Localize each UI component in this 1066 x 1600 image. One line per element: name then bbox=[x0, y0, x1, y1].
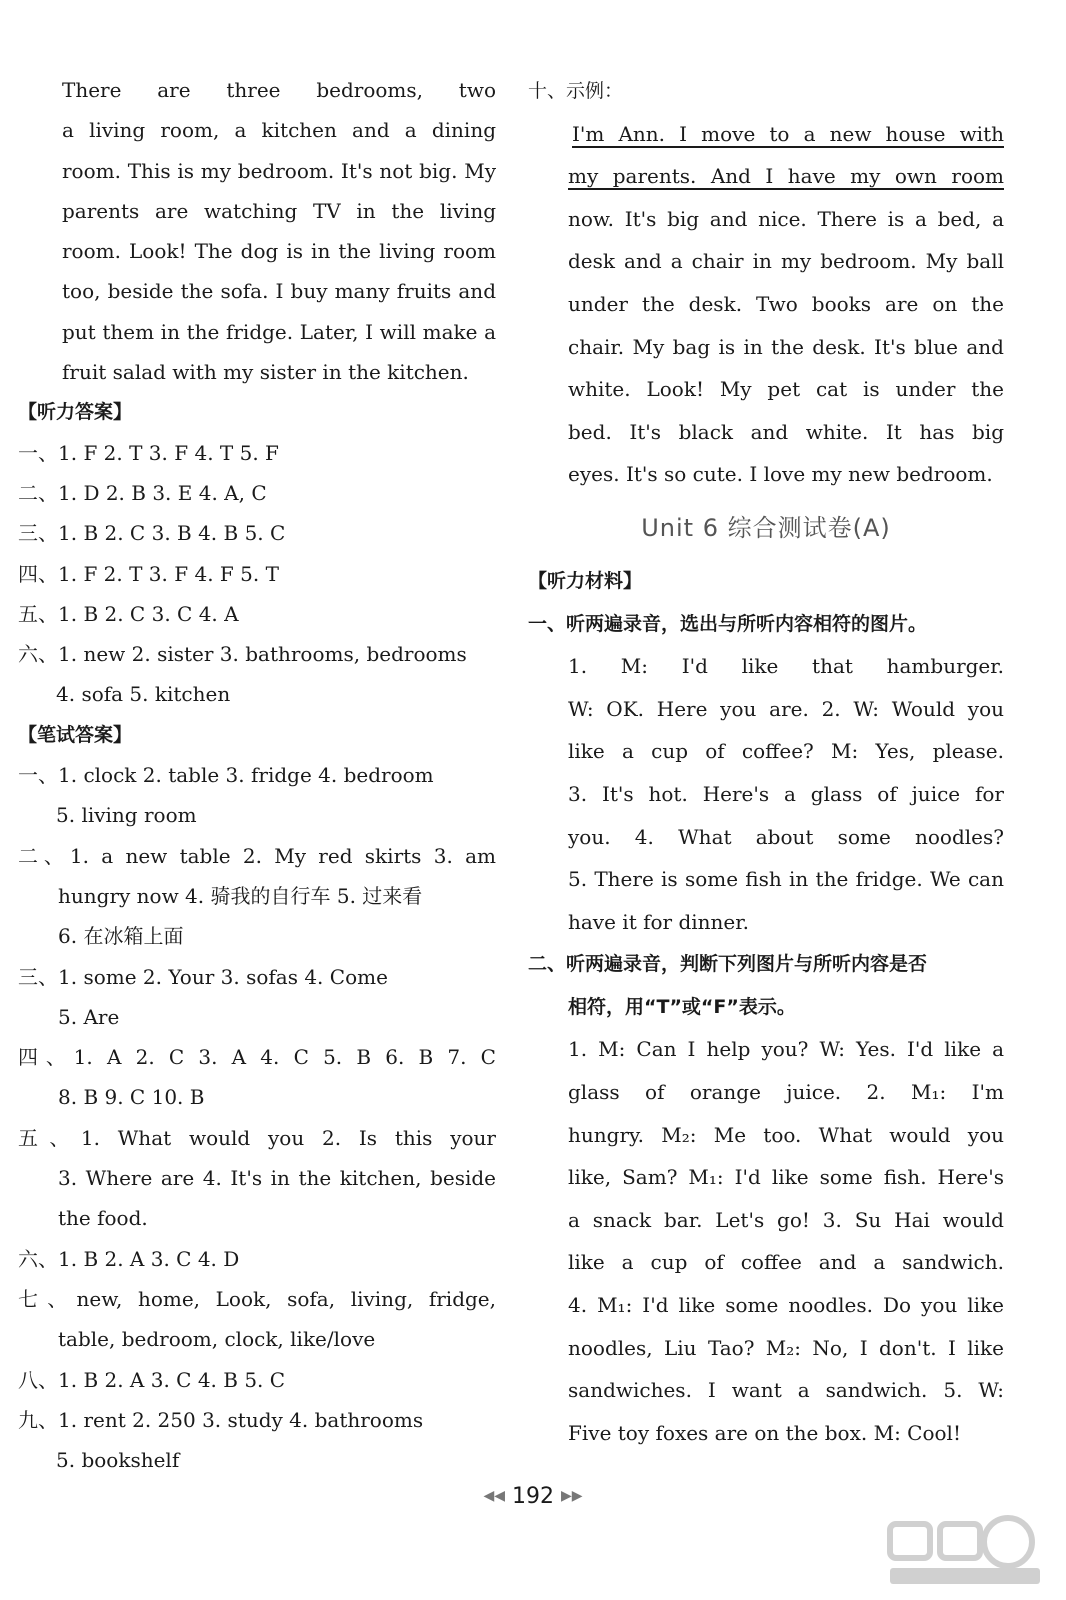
written-answers-header: 【笔试答案】 bbox=[18, 723, 133, 746]
example-line: chair. My bag is in the desk. It's blue and bbox=[568, 334, 1004, 359]
passage-line: room. Look! The dog is in the living room bbox=[62, 239, 496, 264]
material-line: 5. There is some fish in the fridge. We can bbox=[568, 867, 1004, 892]
passage-line: parents are watching TV in the living bbox=[62, 198, 496, 223]
answer-line: 三、1. some 2. Your 3. sofas 4. Come bbox=[18, 964, 388, 989]
answer-line: table, bedroom, clock, like/love bbox=[58, 1327, 376, 1352]
example-line: desk and a chair in my bedroom. My ball bbox=[568, 249, 1004, 274]
question-title: 二、听两遍录音，判断下列图片与所听内容是否 bbox=[528, 953, 928, 976]
unit-title: Unit 6 综合测试卷(A) bbox=[641, 513, 891, 542]
example-line: now. It's big and nice. There is a bed, a bbox=[568, 206, 1004, 231]
question-title: 相符，用“T”或“F”表示。 bbox=[568, 995, 796, 1018]
material-line: hungry. M₂: Me too. What would you bbox=[568, 1122, 1004, 1147]
material-line: glass of orange juice. 2. M₁: I'm bbox=[568, 1080, 1004, 1105]
answer-line: 3. Where are 4. It's in the kitchen, beside bbox=[58, 1166, 496, 1191]
answer-line: 8. B 9. C 10. B bbox=[58, 1085, 205, 1110]
material-line: 4. M₁: I'd like some noodles. Do you like bbox=[568, 1293, 1004, 1318]
answer-line: 二、1. D 2. B 3. E 4. A, C bbox=[18, 480, 267, 505]
passage-line: too, beside the sofa. I buy many fruits and bbox=[62, 279, 496, 304]
next-arrow-icon: ▶▶ bbox=[561, 1488, 583, 1504]
material-line: W: OK. Here you are. 2. W: Would you bbox=[568, 696, 1004, 721]
answer-line: 五、1. B 2. C 3. C 4. A bbox=[18, 601, 239, 626]
page-number: 192 bbox=[512, 1484, 554, 1509]
answer-line: 4. sofa 5. kitchen bbox=[56, 682, 231, 707]
example-line: bed. It's black and white. It has big bbox=[568, 419, 1004, 444]
material-line: have it for dinner. bbox=[568, 909, 749, 934]
example-label: 十、示例： bbox=[528, 80, 624, 102]
example-line: under the desk. Two books are on the bbox=[568, 291, 1004, 316]
left-column bbox=[18, 70, 496, 1480]
right-column bbox=[528, 70, 1004, 1454]
passage-line: room. This is my bedroom. It's not big. My bbox=[62, 158, 496, 183]
passage-line: put them in the fridge. Later, I will make a bbox=[62, 319, 496, 344]
listening-answers-header: 【听力答案】 bbox=[18, 401, 133, 424]
material-line: like, Sam? M₁: I'd like some fish. Here's bbox=[568, 1165, 1004, 1190]
passage-line: fruit salad with my sister in the kitchen. bbox=[62, 360, 469, 385]
answer-line: 六、1. new 2. sister 3. bathrooms, bedrooms bbox=[18, 642, 467, 667]
material-line: sandwiches. I want a sandwich. 5. W: bbox=[568, 1378, 1004, 1403]
answer-line: 四、1. F 2. T 3. F 4. F 5. T bbox=[18, 561, 279, 586]
material-line: a snack bar. Let's go! 3. Su Hai would bbox=[568, 1207, 1004, 1232]
material-line: 3. It's hot. Here's a glass of juice for bbox=[568, 781, 1004, 806]
example-text: I'm Ann. I move to a new house with bbox=[572, 121, 1004, 146]
example-line bbox=[528, 113, 1004, 156]
watermark-logo-icon bbox=[880, 1512, 1050, 1592]
material-line: like a cup of coffee and a sandwich. bbox=[568, 1250, 1004, 1275]
answer-line: 九、1. rent 2. 250 3. study 4. bathrooms bbox=[18, 1407, 424, 1432]
answer-line: 一、1. clock 2. table 3. fridge 4. bedroom bbox=[18, 763, 434, 788]
material-line: noodles, Liu Tao? M₂: No, I don't. I like bbox=[568, 1335, 1004, 1360]
answer-line: 三、1. B 2. C 3. B 4. B 5. C bbox=[18, 521, 286, 546]
answer-line: 二、1. a new table 2. My red skirts 3. am bbox=[18, 843, 496, 868]
passage-line: a living room, a kitchen and a dining bbox=[62, 118, 496, 143]
answer-line: hungry now 4. 骑我的自行车 5. 过来看 bbox=[58, 883, 423, 908]
passage-line: There are three bedrooms, two bbox=[62, 78, 496, 102]
page-footer bbox=[0, 1484, 1066, 1509]
answer-line: 5. Are bbox=[58, 1004, 120, 1029]
material-line: 1. M: I'd like that hamburger. bbox=[568, 654, 1004, 679]
prev-arrow-icon: ◀◀ bbox=[483, 1488, 505, 1504]
answer-line: 七、new, home, Look, sofa, living, fridge, bbox=[18, 1286, 496, 1311]
material-line: 1. M: Can I help you? W: Yes. I'd like a bbox=[568, 1037, 1004, 1062]
answer-line: 五、1. What would you 2. Is this your bbox=[18, 1125, 496, 1150]
answer-line: 6. 在冰箱上面 bbox=[58, 924, 184, 949]
answer-line: 5. bookshelf bbox=[56, 1448, 180, 1473]
example-text: my parents. And I have my own room bbox=[568, 164, 1004, 189]
example-line bbox=[528, 155, 1004, 198]
example-line: eyes. It's so cute. I love my new bedroom. bbox=[568, 462, 993, 487]
listening-material-header: 【听力材料】 bbox=[528, 569, 643, 592]
answer-line: 八、1. B 2. A 3. C 4. B 5. C bbox=[18, 1367, 286, 1392]
answer-line: 四、1. A 2. C 3. A 4. C 5. B 6. B 7. C bbox=[18, 1045, 496, 1070]
material-line: Five toy foxes are on the box. M: Cool! bbox=[568, 1420, 961, 1445]
answer-line: 六、1. B 2. A 3. C 4. D bbox=[18, 1246, 240, 1271]
answer-line: the food. bbox=[58, 1206, 148, 1231]
answer-line: 5. living room bbox=[56, 803, 197, 828]
material-line: you. 4. What about some noodles? bbox=[568, 824, 1004, 849]
example-line: white. Look! My pet cat is under the bbox=[568, 377, 1004, 402]
answer-line: 一、1. F 2. T 3. F 4. T 5. F bbox=[18, 440, 279, 465]
question-title: 一、听两遍录音，选出与所听内容相符的图片。 bbox=[528, 612, 928, 635]
material-line: like a cup of coffee? M: Yes, please. bbox=[568, 739, 1004, 764]
